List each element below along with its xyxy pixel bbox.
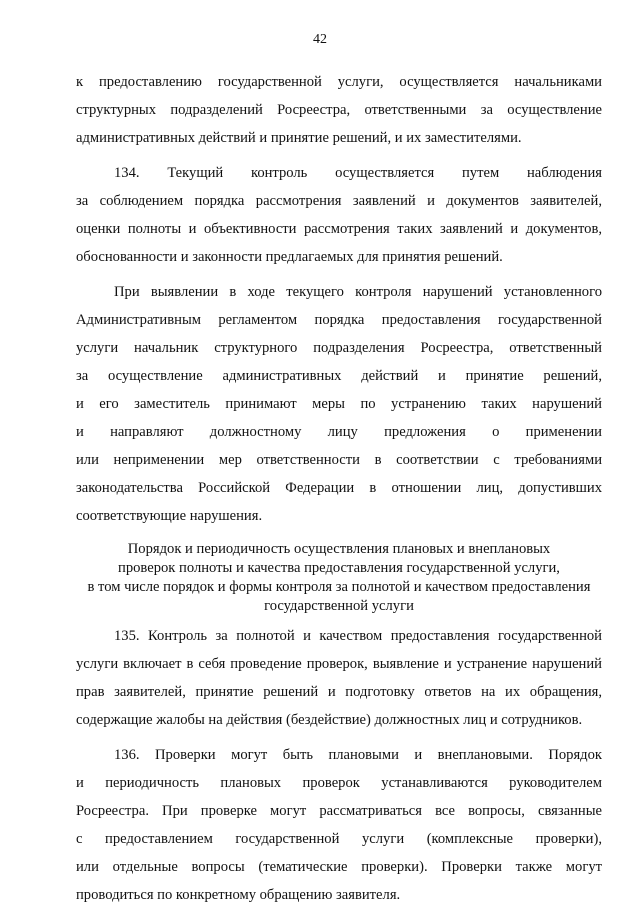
text-line: 135. Контроль за полнотой и качеством предоставления государственной <box>114 628 602 644</box>
text-line: или отдельные вопросы (тематические проверки). Проверки также могут <box>76 859 602 875</box>
page-number: 42 <box>313 32 327 47</box>
text-line: Росреестра. При проверке могут рассматриваться все вопросы, связанные <box>76 803 602 819</box>
paragraph-135 <box>76 622 602 734</box>
heading-line: в том числе порядок и формы контроля за полнотой и качеством предоставления <box>87 579 591 595</box>
text-line: и направляют должностному лицу предложения о применении <box>76 424 602 440</box>
heading-line: проверок полноты и качества предоставления государственной услуги, <box>118 560 560 576</box>
paragraph-violations <box>76 278 602 530</box>
text-line: законодательства Российской Федерации в отношении лиц, допустивших <box>76 480 602 496</box>
text-line: 136. Проверки могут быть плановыми и внеплановыми. Порядок <box>114 747 602 763</box>
text-line: соответствующие нарушения. <box>76 508 263 524</box>
text-line: оценки полноты и объективности рассмотрения таких заявлений и документов, <box>76 221 602 237</box>
text-line: к предоставлению государственной услуги, осуществляется начальниками <box>76 74 602 90</box>
text-line: проводиться по конкретному обращению заявителя. <box>76 887 401 903</box>
text-line: услуги начальник структурного подразделения Росреестра, ответственный <box>76 340 602 356</box>
text-line: административных действий и принятие решений, и их заместителями. <box>76 130 522 146</box>
text-line: услуги включает в себя проведение проверок, выявление и устранение нарушений <box>76 656 602 672</box>
text-line: или неприменении мер ответственности в соответствии с требованиями <box>76 452 602 468</box>
text-line: и его заместитель принимают меры по устранению таких нарушений <box>76 396 602 412</box>
heading-line: государственной услуги <box>264 598 414 614</box>
text-line: обоснованности и законности предлагаемых для принятия решений. <box>76 249 503 265</box>
paragraph-continuation <box>76 68 602 152</box>
text-line: При выявлении в ходе текущего контроля нарушений установленного <box>114 284 602 300</box>
text-line: Административным регламентом порядка предоставления государственной <box>76 312 602 328</box>
text-line: за осуществление административных действий и принятие решений, <box>76 368 602 384</box>
text-line: за соблюдением порядка рассмотрения заявлений и документов заявителей, <box>76 193 602 209</box>
text-line: с предоставлением государственной услуги (комплексные проверки), <box>76 831 602 847</box>
text-line: структурных подразделений Росреестра, ответственными за осуществление <box>76 102 602 118</box>
heading-line: Порядок и периодичность осуществления плановых и внеплановых <box>127 541 551 557</box>
text-line: 134. Текущий контроль осуществляется путем наблюдения <box>114 165 602 181</box>
text-line: и периодичность плановых проверок устанавливаются руководителем <box>76 775 602 791</box>
paragraph-134 <box>76 159 602 271</box>
text-line: прав заявителей, принятие решений и подготовку ответов на их обращения, <box>76 684 602 700</box>
text-line: содержащие жалобы на действия (бездействие) должностных лиц и сотрудников. <box>76 712 583 728</box>
document-body <box>76 68 602 909</box>
paragraph-136 <box>76 741 602 909</box>
section-heading <box>76 540 602 616</box>
